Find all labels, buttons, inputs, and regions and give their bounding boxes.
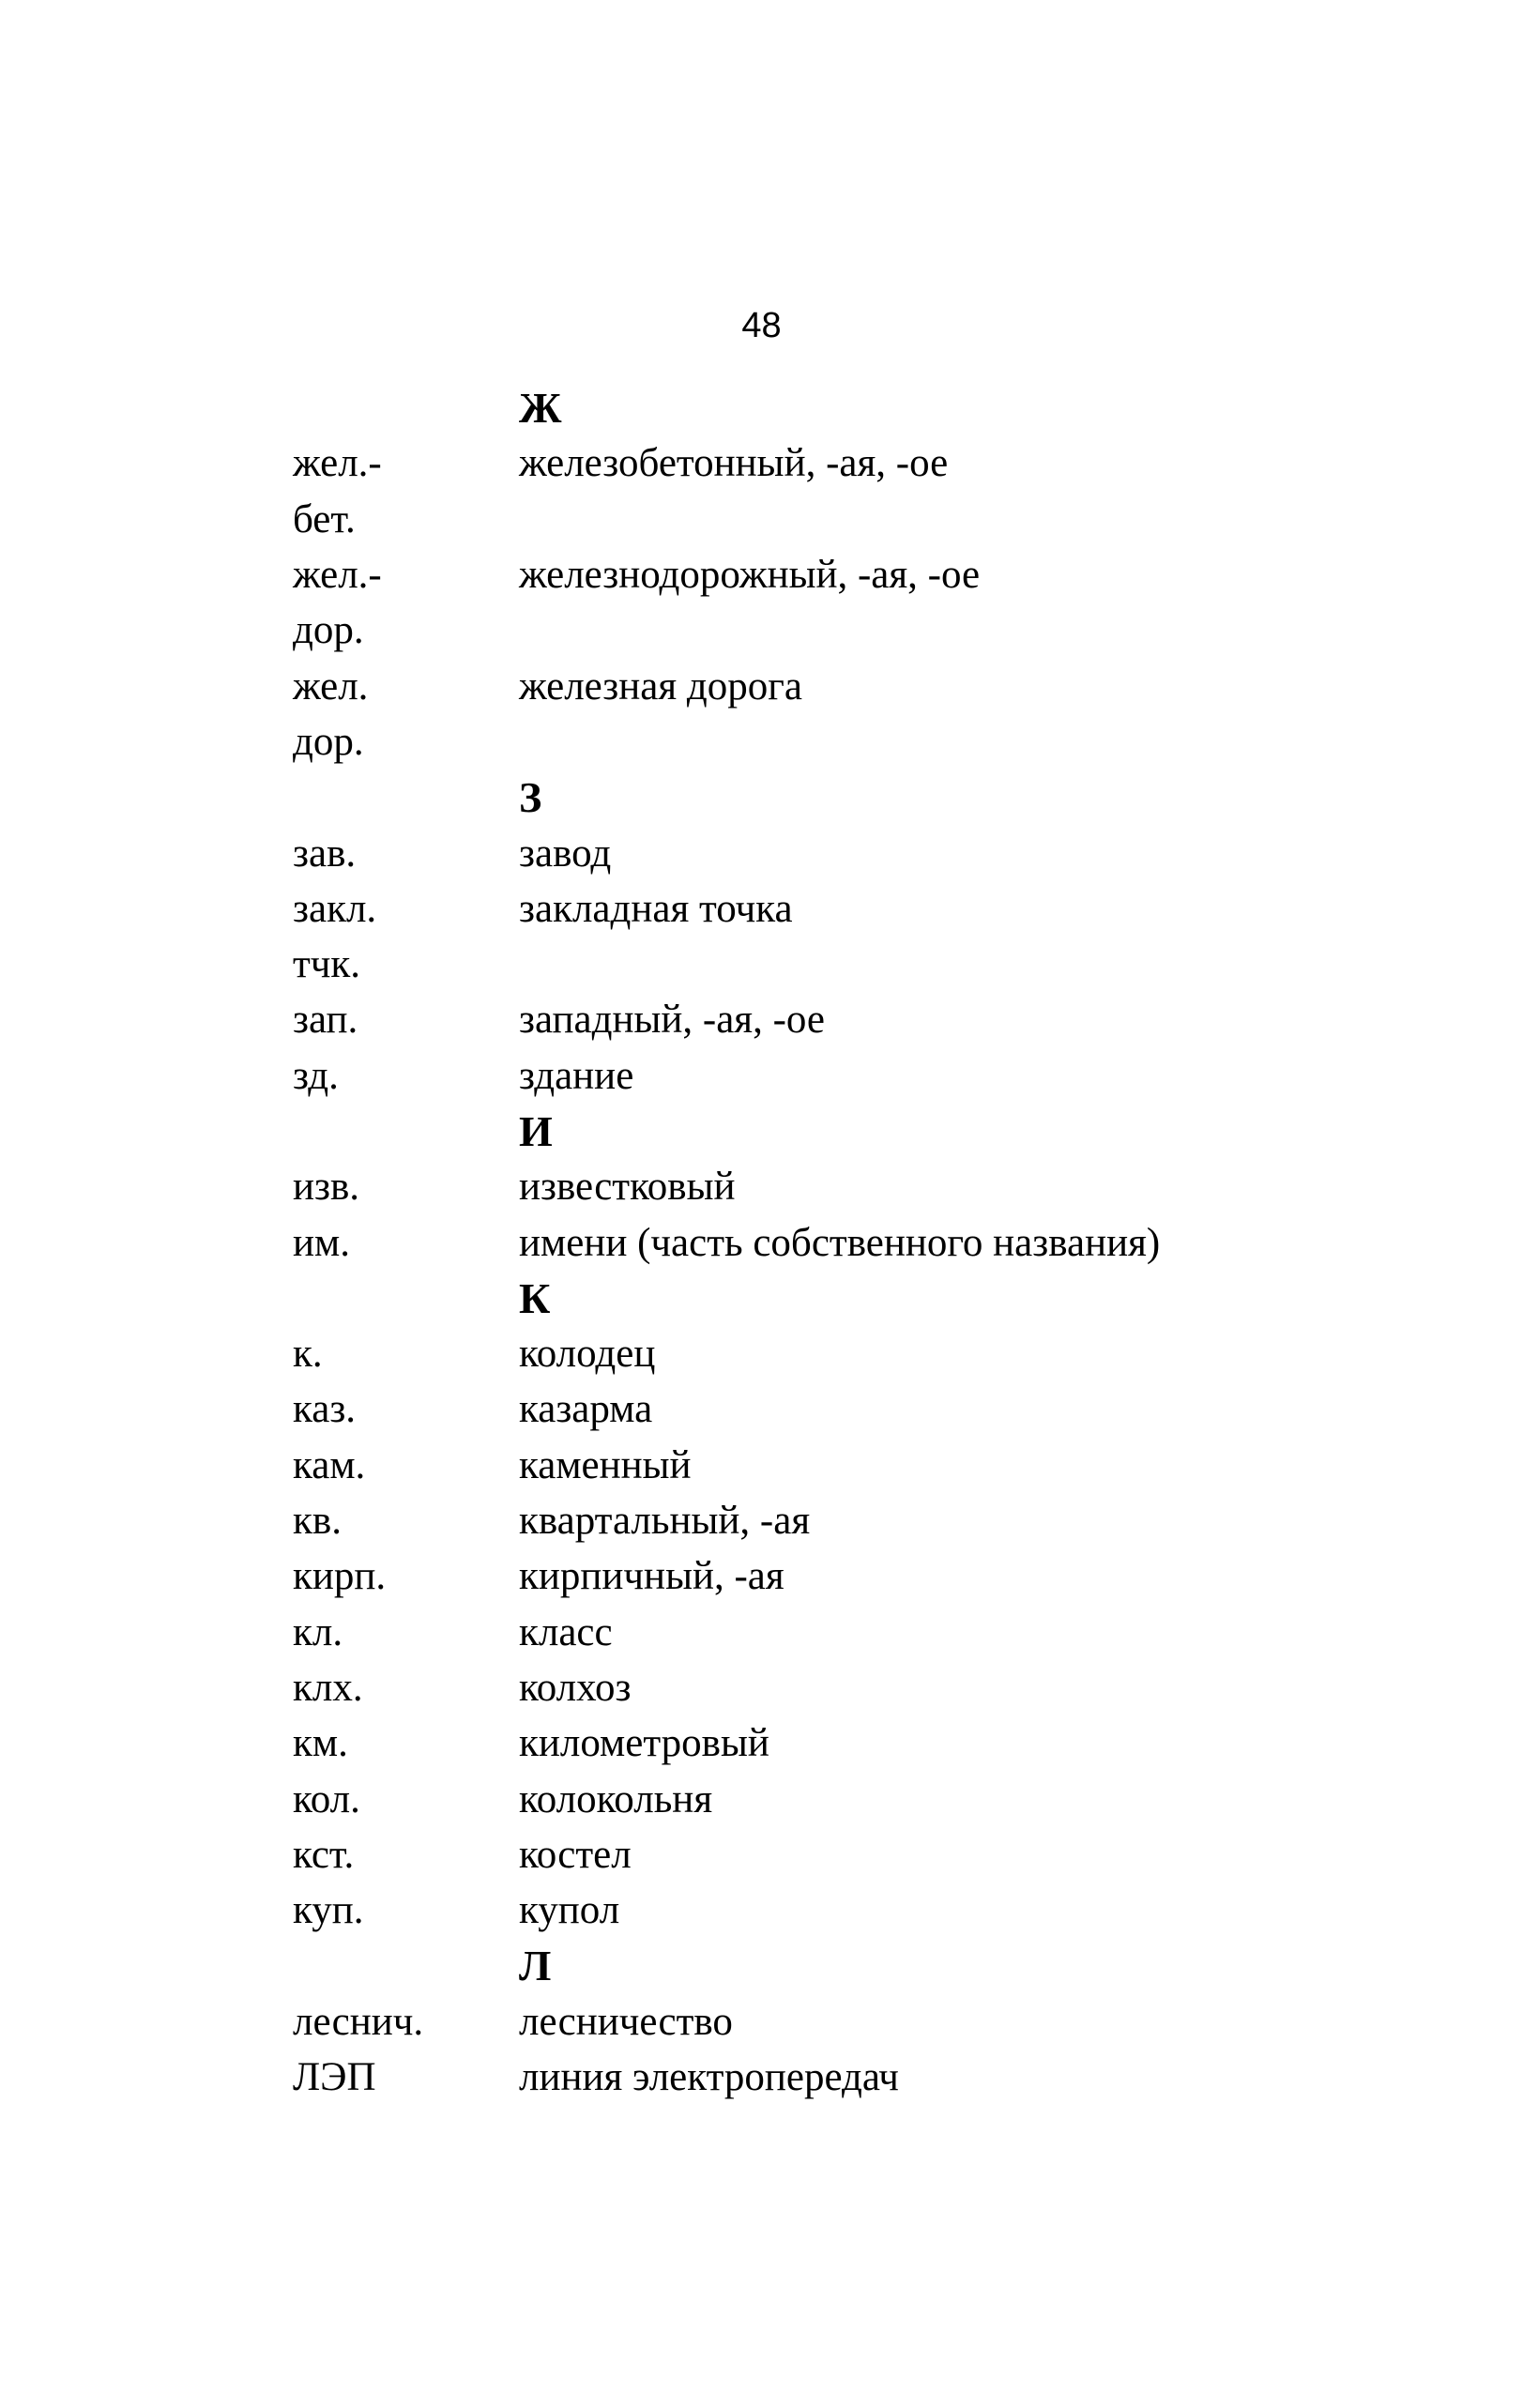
section-letter: И [519,1107,553,1155]
glossary-entry-row [293,1827,1400,1882]
glossary-entry-row [293,1548,1400,1604]
glossary-entry-row [293,658,1400,713]
expansion: линия электропередач [519,2055,899,2100]
abbreviation: кл. [293,1609,343,1654]
glossary-entry-row [293,1438,1400,1493]
expansion: здание [519,1053,634,1098]
abbreviation: кол. [293,1776,360,1821]
abbreviation: жел. [293,663,369,709]
glossary-entry-row [293,1605,1400,1660]
abbreviation: каз. [293,1387,357,1432]
expansion: железная дорога [519,663,803,709]
section-heading-row [293,1104,1400,1159]
abbreviation: жел.- [293,441,382,486]
page-number: 48 [741,306,782,345]
glossary-entry-row [293,825,1400,880]
abbreviation: бет. [293,496,356,541]
abbreviation: кам. [293,1442,366,1487]
expansion: железобетонный, -ая, -ое [519,441,949,486]
expansion: колокольня [519,1776,713,1821]
abbreviation: клх. [293,1665,363,1710]
glossary-entry-row [293,937,1400,992]
expansion: известковый [519,1165,736,1210]
section-letter: З [519,773,542,822]
expansion: казарма [519,1387,653,1432]
abbreviation: ЛЭП [293,2055,376,2100]
glossary-entry-row [293,602,1400,658]
expansion: класс [519,1609,613,1654]
abbreviation: леснич. [293,1999,424,2044]
abbreviation: дор. [293,719,364,764]
glossary-entry-row [293,1214,1400,1270]
glossary-entry-row [293,547,1400,602]
glossary-entry-row [293,1994,1400,2050]
section-letter: К [519,1273,551,1322]
glossary-entry-row [293,1771,1400,1826]
glossary-entry-row [293,992,1400,1047]
section-heading-row [293,380,1400,435]
glossary-entry-row [293,714,1400,770]
abbreviation: кирп. [293,1554,387,1599]
glossary-entry-row [293,1882,1400,1938]
abbreviation: км. [293,1721,348,1766]
abbreviation: дор. [293,608,364,653]
expansion: километровый [519,1721,769,1766]
section-heading-row [293,770,1400,825]
expansion: купол [519,1888,620,1933]
expansion: имени (часть собственного названия) [519,1220,1161,1265]
section-letter: Л [519,1942,552,1990]
abbreviation: изв. [293,1165,360,1210]
glossary-entry-row [293,435,1400,491]
expansion: западный, -ая, -ое [519,998,826,1043]
abbreviation: жел.- [293,553,382,598]
expansion: завод [519,831,612,876]
glossary-entry-row [293,1660,1400,1715]
expansion: закладная точка [519,886,793,931]
abbreviation: им. [293,1220,350,1265]
section-letter: Ж [519,384,562,433]
abbreviation: зд. [293,1053,339,1098]
section-heading-row [293,1271,1400,1326]
expansion: каменный [519,1442,692,1487]
abbreviation: кст. [293,1832,355,1877]
expansion: колодец [519,1332,656,1377]
abbreviation: тчк. [293,942,361,987]
glossary-entry-row [293,1326,1400,1381]
section-heading-row [293,1938,1400,1993]
expansion: колхоз [519,1665,632,1710]
expansion: костел [519,1832,632,1877]
glossary-entry-row [293,1381,1400,1437]
abbreviation: куп. [293,1888,364,1933]
expansion: кирпичный, -ая [519,1554,784,1599]
glossary-entry-row [293,1048,1400,1104]
expansion: лесничество [519,1999,733,2044]
glossary-entry-row [293,492,1400,547]
glossary-entry-row [293,1715,1400,1771]
abbreviation-list [293,380,1400,2105]
glossary-entry-row [293,1493,1400,1548]
glossary-entry-row [293,2050,1400,2105]
glossary-entry-row [293,1159,1400,1214]
glossary-entry-row [293,881,1400,937]
abbreviation: зап. [293,998,358,1043]
abbreviation: к. [293,1332,323,1377]
abbreviation: зав. [293,831,357,876]
expansion: квартальный, -ая [519,1499,811,1544]
abbreviation: закл. [293,886,377,931]
abbreviation: кв. [293,1499,342,1544]
expansion: железнодорожный, -ая, -ое [519,553,981,598]
